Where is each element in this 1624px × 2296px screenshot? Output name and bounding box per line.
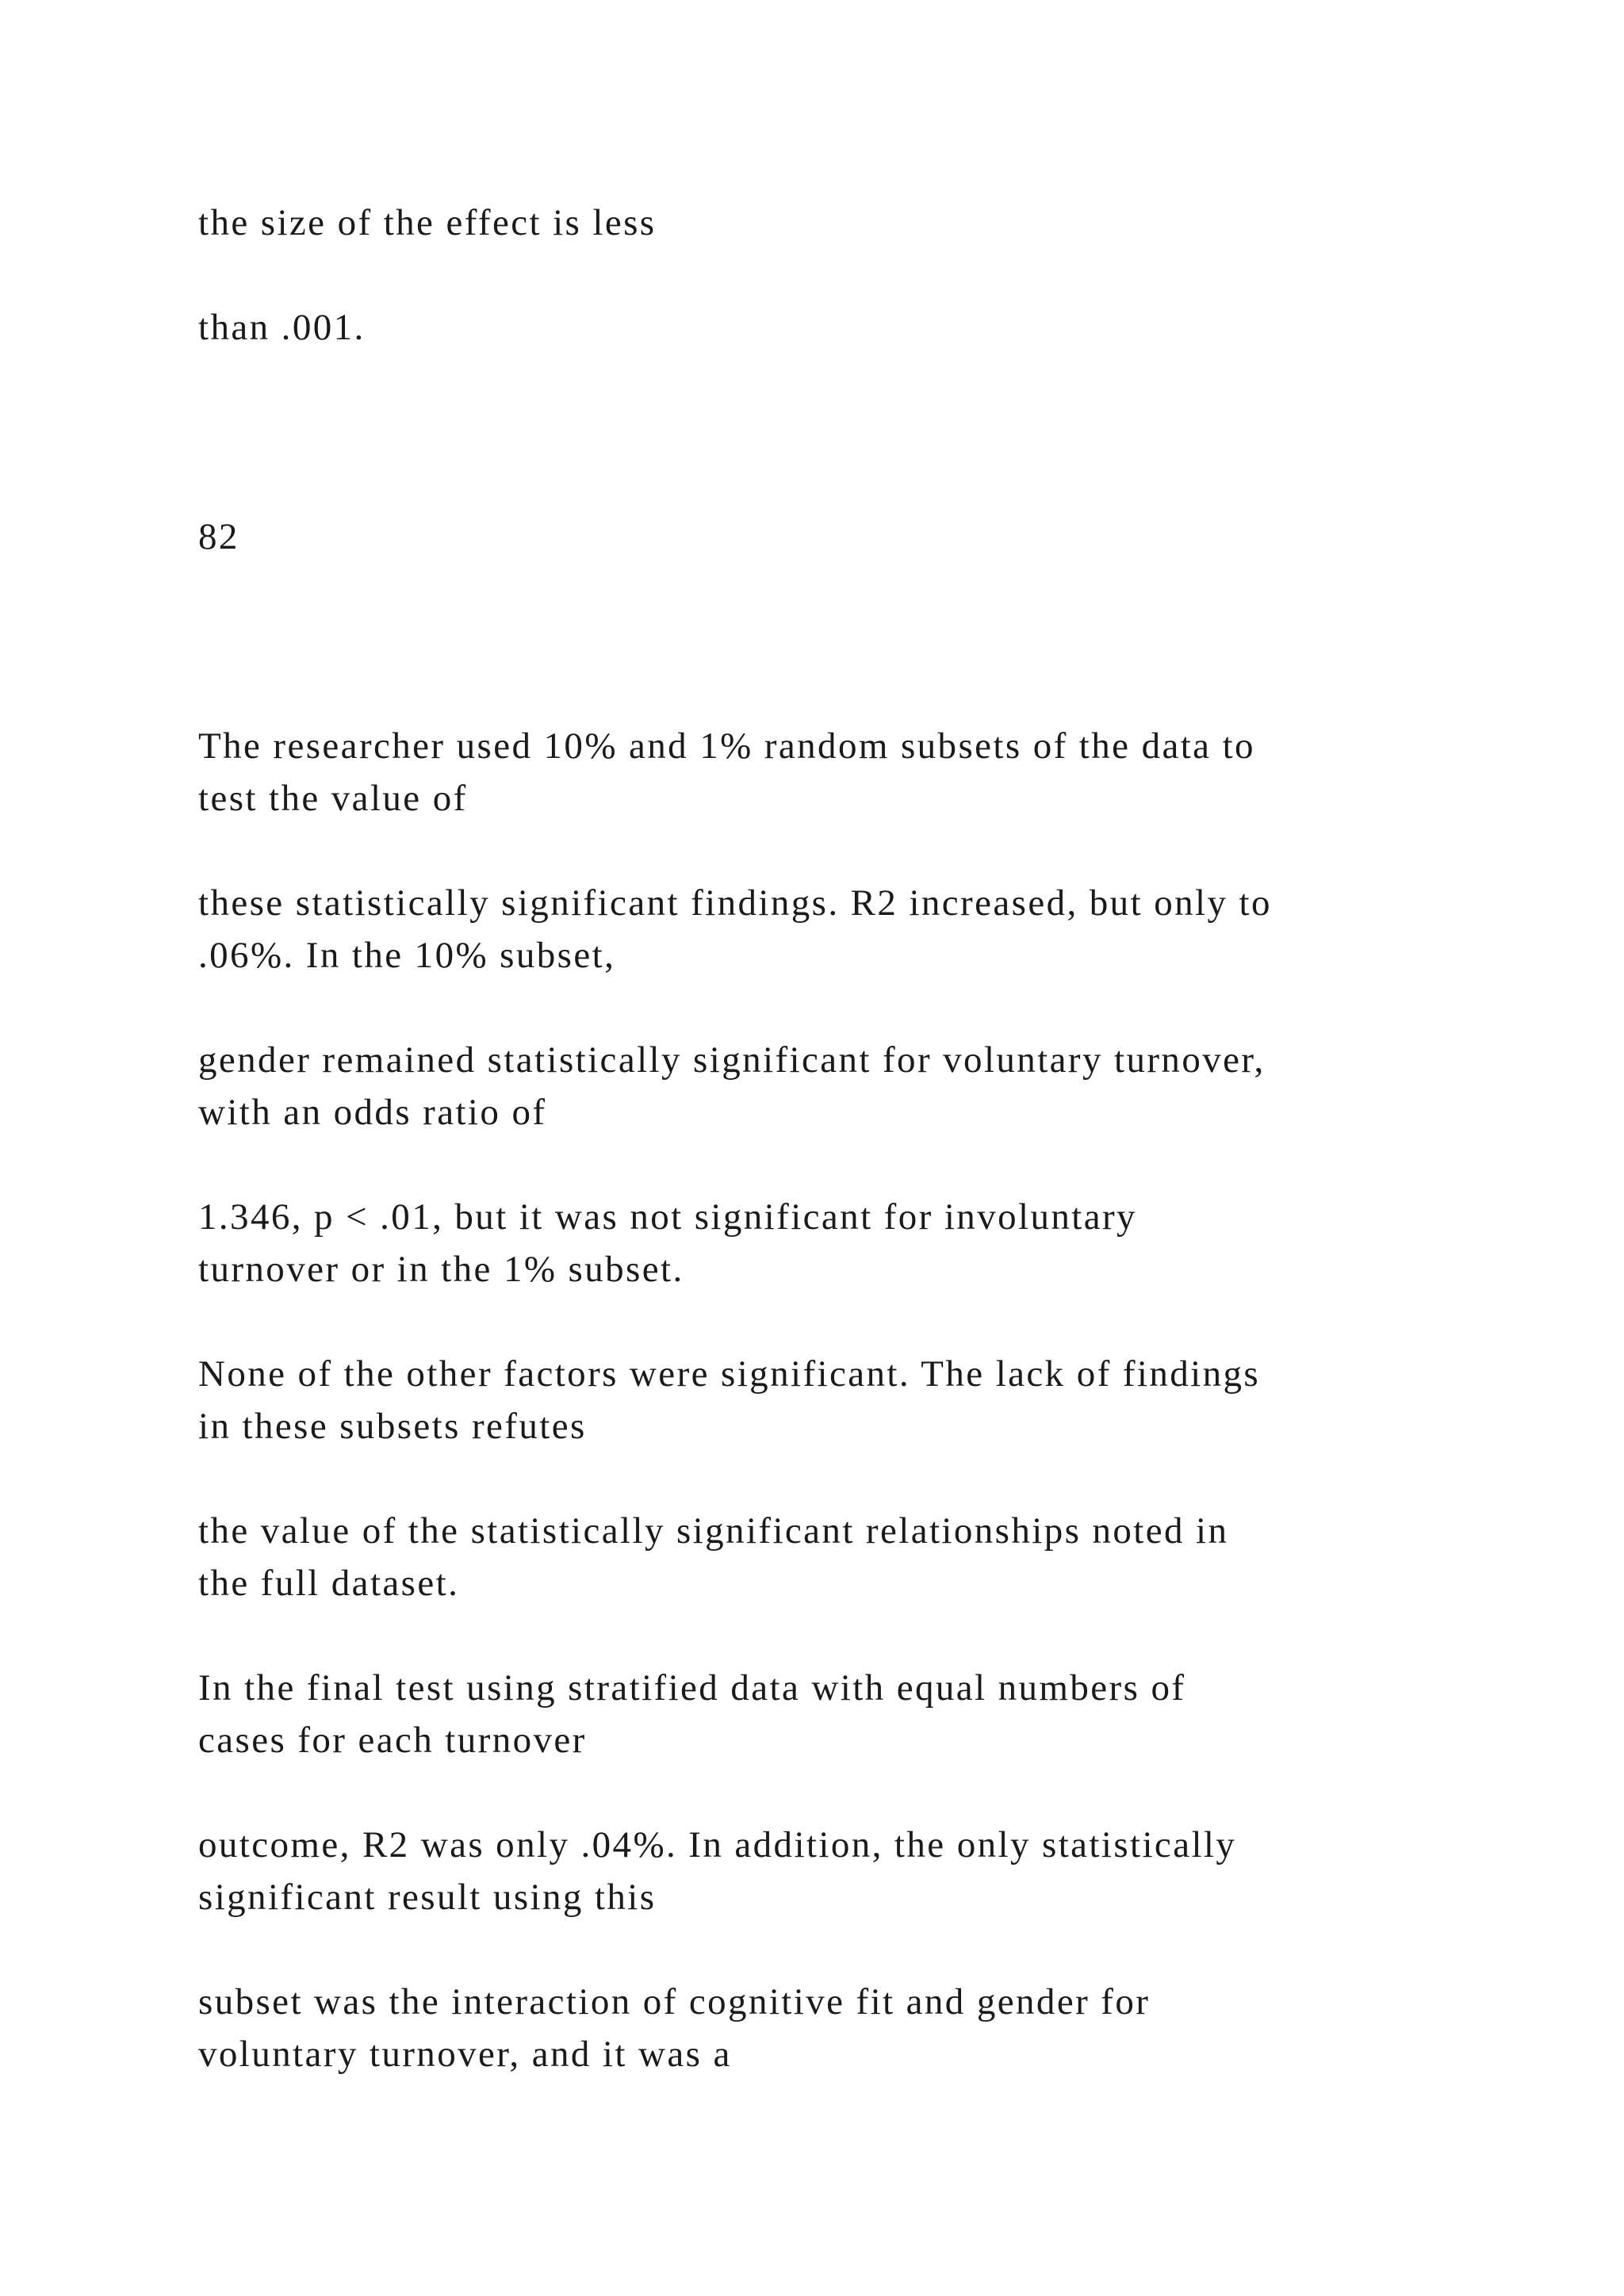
page-number-text: 82: [198, 516, 239, 557]
text-line: None of the other factors were significant. The lack of findings: [198, 1353, 1261, 1395]
text-line: subset was the interaction of cognitive fit and gender for: [198, 1981, 1151, 2022]
paragraph: [198, 1348, 1499, 1452]
text-line: gender remained statistically significant for voluntary turnover,: [198, 1039, 1266, 1081]
text-line: the size of the effect is less: [198, 202, 657, 243]
text-line: turnover or in the 1% subset.: [198, 1249, 684, 1290]
paragraph: [198, 1034, 1499, 1138]
text-line: test the value of: [198, 778, 468, 819]
text-line: cases for each turnover: [198, 1720, 587, 1761]
paragraph: [198, 1505, 1499, 1609]
text-line: these statistically significant findings. R2 increased, but only to: [198, 882, 1272, 924]
paragraph: [198, 877, 1499, 982]
text-line: with an odds ratio of: [198, 1092, 547, 1133]
paragraph: [198, 1662, 1499, 1766]
paragraph: [198, 1976, 1499, 2080]
text-line: outcome, R2 was only .04%. In addition, the only statistically: [198, 1824, 1237, 1866]
text-line: In the final test using stratified data with equal numbers of: [198, 1667, 1186, 1709]
text-line: 1.346, p < .01, but it was not significant for involuntary: [198, 1196, 1137, 1238]
text-line: than .001.: [198, 307, 366, 348]
text-line: in these subsets refutes: [198, 1406, 587, 1447]
text-line: The researcher used 10% and 1% random subsets of the data to: [198, 725, 1255, 767]
paragraph: [198, 301, 1499, 354]
paragraph: [198, 1191, 1499, 1295]
text-line: significant result using this: [198, 1877, 657, 1918]
document-body: [198, 197, 1499, 2133]
text-line: .06%. In the 10% subset,: [198, 935, 616, 976]
text-line: the value of the statistically significant relationships noted in: [198, 1510, 1229, 1552]
page-number: [198, 511, 1499, 563]
paragraph: [198, 720, 1499, 825]
text-line: voluntary turnover, and it was a: [198, 2034, 732, 2075]
paragraph: [198, 197, 1499, 249]
text-line: the full dataset.: [198, 1563, 460, 1604]
paragraph: [198, 1819, 1499, 1923]
